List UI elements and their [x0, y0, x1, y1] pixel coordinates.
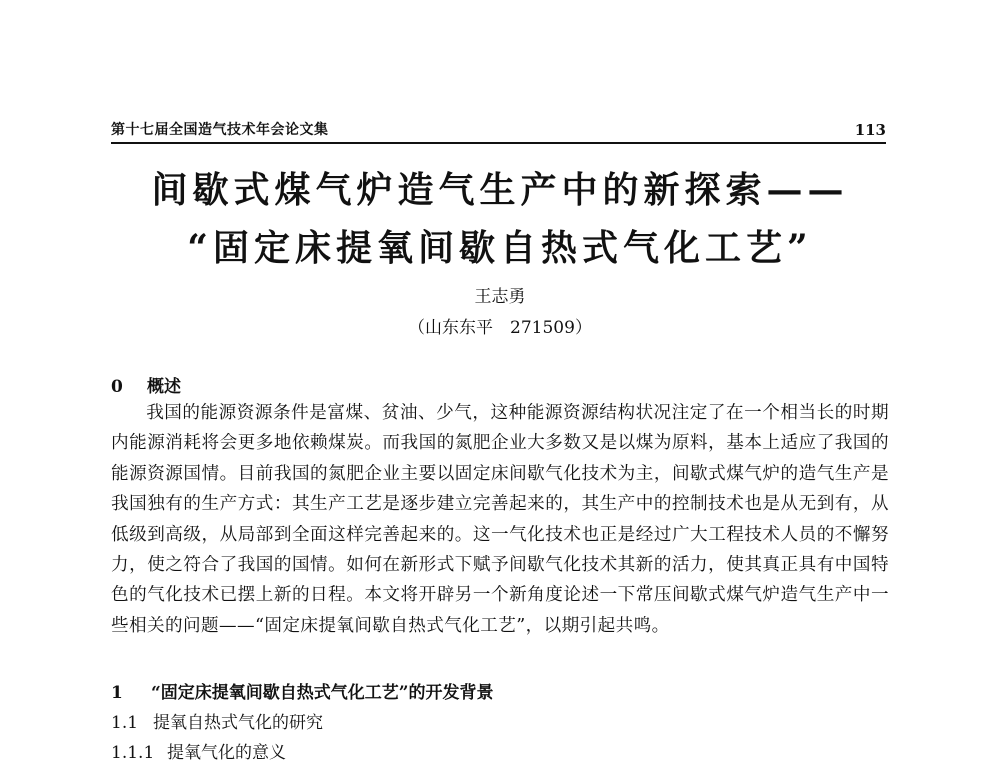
page-number: 113: [854, 121, 886, 139]
overview-paragraph: 我国的能源资源条件是富煤、贫油、少气，这种能源资源结构状况注定了在一个相当长的时期内能源消耗将会更多地依赖煤炭。而我国的氮肥企业大多数又是以煤为原料，基本上适应了我国的能源资源国情。目前我国的氮肥企业主要以固定床间歇气化技术为主，间歇式煤气炉的造气生产是我国独有的生产方式：其生产工艺是逐步建立完善起来的，其生产中的控制技术也是从无到有，从低级到高级，从局部到全面这样完善起来的。这一气化技术也正是经过广大工程技术人员的不懈努力，使之符合了我国的国情。如何在新形式下赋予间歇气化技术其新的活力，使其真正具有中国特色的气化技术已摆上新的日程。本文将开辟另一个新角度论述一下常压间歇式煤气炉造气生产中一些相关的问题——“固定床提氧间歇自热式气化工艺”，以期引起共鸣。: [111, 403, 889, 636]
subsection-number: 1.1.1: [111, 743, 155, 763]
subsection-number: 1.1: [111, 713, 139, 733]
subsection-heading-1-1-1: [111, 738, 286, 763]
running-header: [111, 118, 886, 144]
subsection-title: 提氧气化的意义: [167, 743, 286, 763]
section-title: “固定床提氧间歇自热式气化工艺”的开发背景: [151, 683, 494, 703]
author-name: 王志勇: [474, 287, 526, 307]
section-title: 概述: [147, 377, 181, 397]
section-number: 0: [111, 377, 123, 397]
subsection-title: 提氧自热式气化的研究: [153, 713, 323, 733]
paper-title-line-1: 间歇式煤气炉造气生产中的新探索——: [151, 169, 849, 211]
section-number: 1: [111, 683, 123, 703]
subsection-heading-1-1: [111, 708, 323, 733]
author-affiliation: （山东东平 271509）: [408, 318, 592, 338]
section-heading-1: [111, 678, 494, 703]
paper-title-line-2: “固定床提氧间歇自热式气化工艺”: [187, 227, 813, 269]
section-heading-overview: [111, 372, 181, 397]
running-title: 第十七届全国造气技术年会论文集: [111, 122, 329, 138]
